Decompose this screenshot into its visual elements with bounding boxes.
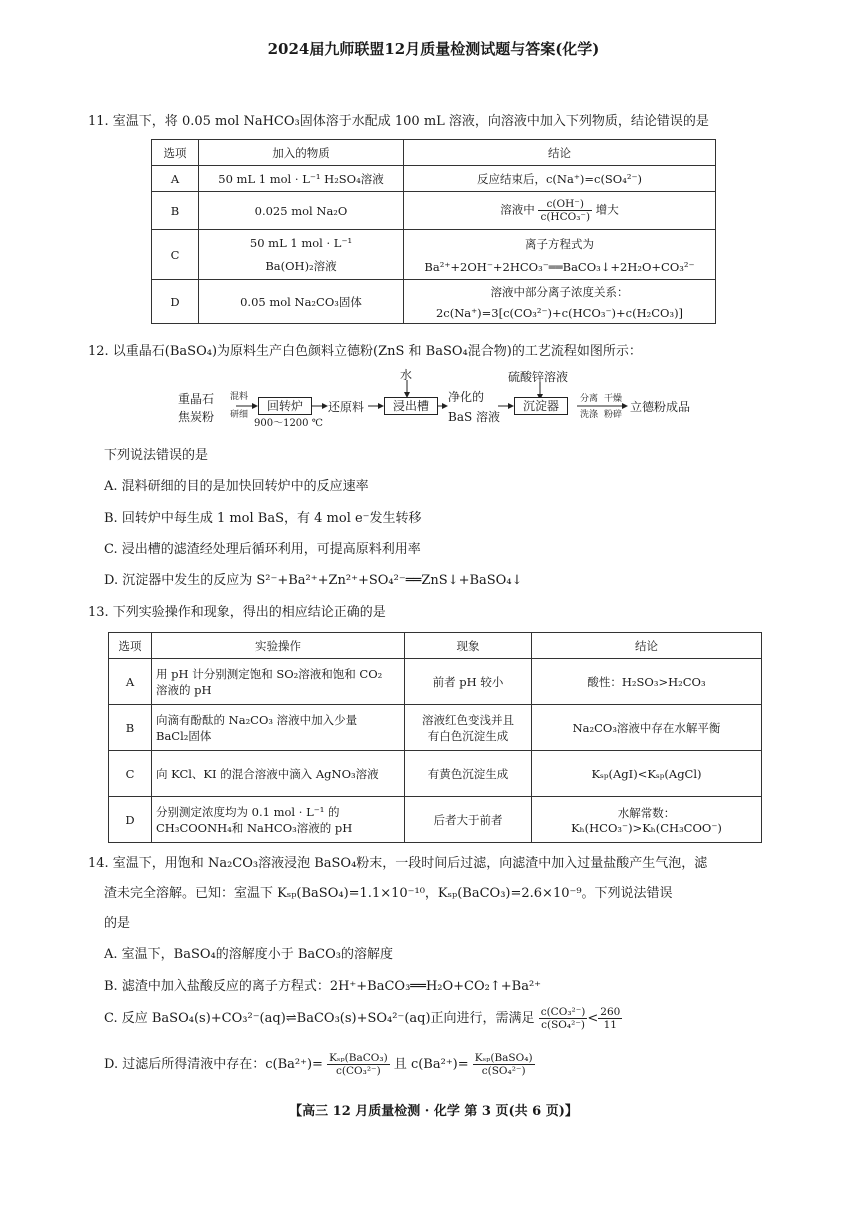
option-d-middle: 且 c(Ba²⁺)=: [393, 1057, 469, 1072]
conclusion-cell: [404, 280, 716, 324]
fraction: [539, 1006, 588, 1031]
operation-line: 溶液的 pH: [156, 682, 212, 697]
table-row: [109, 751, 762, 797]
substance-cell: 50 mL 1 mol · L⁻¹ H₂SO₄溶液: [199, 166, 404, 192]
option-d-text: D. 过滤后所得清液中存在：c(Ba²⁺)=: [104, 1057, 323, 1072]
phenomenon-line: 溶液红色变浅并且: [422, 712, 514, 727]
conclusion-cell: Kₛₚ(AgI)<Kₛₚ(AgCl): [532, 751, 762, 797]
leaching-tank-box: 浸出槽: [384, 397, 438, 415]
phenomenon-cell: 后者大于前者: [405, 797, 532, 843]
table-row: [109, 705, 762, 751]
option-label: D: [152, 280, 199, 324]
q13-table: [108, 632, 762, 843]
fraction-numerator: c(OH⁻): [538, 198, 592, 211]
substance-cell: 0.025 mol Na₂O: [199, 192, 404, 230]
fraction-denominator: c(SO₄²⁻): [541, 1019, 585, 1031]
fraction-numerator: Kₛₚ(BaSO₄): [474, 1052, 533, 1064]
fraction: [473, 1052, 535, 1077]
raw-material-coke: 焦炭粉: [178, 410, 215, 424]
water-label: 水: [400, 368, 413, 382]
option-label: B: [152, 192, 199, 230]
step-mix-label: 混料: [230, 392, 249, 402]
fraction-numerator: c(CO₃²⁻): [540, 1006, 586, 1018]
q14-option-d: [104, 1052, 535, 1077]
temperature-label: 900～1200 ℃: [254, 418, 323, 429]
purified-label: 净化的: [448, 390, 485, 404]
fraction: [538, 198, 592, 223]
substance-line: 50 mL 1 mol · L⁻¹: [249, 235, 353, 250]
page-footer: 【高三 12 月质量检测 · 化学 第 3 页(共 6 页)】: [289, 1104, 578, 1119]
table-row: [152, 192, 716, 230]
q11-header-conclusion: 结论: [404, 140, 716, 166]
operation-cell: [152, 705, 405, 751]
page-title: 2024届九师联盟12月质量检测试题与答案(化学): [267, 40, 600, 58]
phenomenon-line: 有白色沉淀生成: [427, 728, 509, 743]
option-label: C: [152, 230, 199, 280]
substance-cell: 0.05 mol Na₂CO₃固体: [199, 280, 404, 324]
fraction: [598, 1006, 622, 1031]
zinc-sulfate-label: 硫酸锌溶液: [508, 370, 569, 384]
option-label: A: [109, 659, 152, 705]
conclusion-cell: [404, 230, 716, 280]
raw-material-barite: 重晶石: [178, 392, 215, 406]
substance-cell: [199, 230, 404, 280]
conclusion-line: Ba²⁺+2OH⁻+2HCO₃⁻══BaCO₃↓+2H₂O+CO₃²⁻: [424, 259, 695, 274]
q14-option-b: B. 滤渣中加入盐酸反应的离子方程式：2H⁺+BaCO₃══H₂O+CO₂↑+Ba²⁺: [104, 979, 542, 994]
wash-label: 洗涤: [580, 410, 599, 420]
option-label: C: [109, 751, 152, 797]
conclusion-line: 溶液中部分离子浓度关系：: [490, 284, 629, 299]
operation-line: BaCl₂固体: [156, 728, 212, 743]
dry-label: 干燥: [604, 394, 623, 404]
table-row: [152, 280, 716, 324]
fraction: [327, 1052, 390, 1077]
q12-option-d: D. 沉淀器中发生的反应为 S²⁻+Ba²⁺+Zn²⁺+SO₄²⁻══ZnS↓+BaSO₄↓: [104, 573, 523, 588]
operation-cell: 向 KCl、KI 的混合溶液中滴入 AgNO₃溶液: [152, 751, 405, 797]
product-label: 立德粉成品: [630, 400, 691, 414]
option-label: D: [109, 797, 152, 843]
fraction-denominator: 11: [603, 1019, 617, 1031]
table-row: [109, 659, 762, 705]
q11-table: [151, 139, 716, 324]
substance-line: Ba(OH)₂溶液: [265, 258, 337, 273]
phenomenon-cell: 前者 pH 较小: [405, 659, 532, 705]
conclusion-cell: [532, 797, 762, 843]
q13-header-option: 选项: [109, 633, 152, 659]
q14-stem-line1: 14. 室温下，用饱和 Na₂CO₃溶液浸泡 BaSO₄粉末，一段时间后过滤，向滤渣中加入过量盐酸产生气泡，滤: [88, 856, 708, 871]
reduced-material-label: 还原料: [328, 400, 365, 414]
table-row: [109, 797, 762, 843]
operation-cell: [152, 659, 405, 705]
conclusion-line: 2c(Na⁺)=3[c(CO₃²⁻)+c(HCO₃⁻)+c(H₂CO₃)]: [435, 305, 684, 320]
conclusion-suffix: 增大: [595, 202, 619, 217]
q13-header-phenomenon: 现象: [405, 633, 532, 659]
fraction-numerator: Kₛₚ(BaCO₃): [329, 1052, 388, 1064]
conclusion-cell: [404, 192, 716, 230]
table-row: [152, 166, 716, 192]
table-row: [152, 230, 716, 280]
q11-header-option: 选项: [152, 140, 199, 166]
q13-header-conclusion: 结论: [532, 633, 762, 659]
phenomenon-cell: 有黄色沉淀生成: [405, 751, 532, 797]
option-label: A: [152, 166, 199, 192]
conclusion-prefix: 溶液中: [500, 202, 535, 217]
crush-label: 粉碎: [604, 410, 623, 420]
process-flow-diagram: [170, 368, 730, 438]
step-grind-label: 研细: [230, 410, 249, 420]
q13-header-operation: 实验操作: [152, 633, 405, 659]
fraction-denominator: c(CO₃²⁻): [336, 1065, 381, 1077]
fraction-numerator: 260: [600, 1006, 621, 1018]
fraction-denominator: c(SO₄²⁻): [481, 1065, 526, 1077]
option-c-text: C. 反应 BaSO₄(s)+CO₃²⁻(aq)⇌BaCO₃(s)+SO₄²⁻(aq)正向进行，需满足: [104, 1011, 535, 1026]
q13-stem: 13. 下列实验操作和现象，得出的相应结论正确的是: [88, 605, 386, 620]
operation-line: 用 pH 计分别测定饱和 SO₂溶液和饱和 CO₂: [156, 666, 383, 681]
q12-option-a: A. 混料研细的目的是加快回转炉中的反应速率: [104, 479, 369, 494]
operation-line: CH₃COONH₄和 NaHCO₃溶液的 pH: [156, 820, 353, 835]
operation-cell: [152, 797, 405, 843]
conclusion-cell: 酸性：H₂SO₃>H₂CO₃: [532, 659, 762, 705]
less-than-sign: <: [587, 1011, 599, 1026]
q11-header-substance: 加入的物质: [199, 140, 404, 166]
conclusion-line: Kₕ(HCO₃⁻)>Kₕ(CH₃COO⁻): [571, 820, 722, 835]
conclusion-line: 离子方程式为: [525, 236, 594, 251]
conclusion-cell: 反应结束后，c(Na⁺)=c(SO₄²⁻): [404, 166, 716, 192]
q12-stem: 12. 以重晶石(BaSO₄)为原料生产白色颜料立德粉(ZnS 和 BaSO₄混合物)的工艺流程如图所示：: [88, 344, 642, 359]
q14-stem-line3: 的是: [104, 916, 131, 931]
q12-option-b: B. 回转炉中每生成 1 mol BaS，有 4 mol e⁻发生转移: [104, 511, 422, 526]
q12-option-c: C. 浸出槽的滤渣经处理后循环利用，可提高原料利用率: [104, 542, 421, 557]
bas-solution-label: BaS 溶液: [448, 410, 501, 424]
rotary-kiln-box: 回转炉: [258, 397, 312, 415]
option-label: B: [109, 705, 152, 751]
q14-option-c: [104, 1006, 622, 1031]
q14-stem-line2: 渣未完全溶解。已知：室温下 Kₛₚ(BaSO₄)=1.1×10⁻¹⁰，Kₛₚ(BaCO₃)=2.6×10⁻⁹。下列说法错误: [104, 886, 673, 901]
separate-label: 分离: [580, 394, 599, 404]
conclusion-cell: Na₂CO₃溶液中存在水解平衡: [532, 705, 762, 751]
q11-stem: 11. 室温下，将 0.05 mol NaHCO₃固体溶于水配成 100 mL 溶液，向溶液中加入下列物质，结论错误的是: [88, 114, 709, 129]
conclusion-line: 水解常数：: [617, 805, 676, 820]
phenomenon-cell: [405, 705, 532, 751]
operation-line: 分别测定浓度均为 0.1 mol · L⁻¹ 的: [156, 804, 340, 819]
precipitator-box: 沉淀器: [514, 397, 568, 415]
q14-option-a: A. 室温下，BaSO₄的溶解度小于 BaCO₃的溶解度: [104, 947, 393, 962]
q12-prompt: 下列说法错误的是: [104, 448, 209, 463]
fraction-denominator: c(HCO₃⁻): [540, 211, 591, 223]
operation-line: 向滴有酚酞的 Na₂CO₃ 溶液中加入少量: [156, 712, 358, 727]
